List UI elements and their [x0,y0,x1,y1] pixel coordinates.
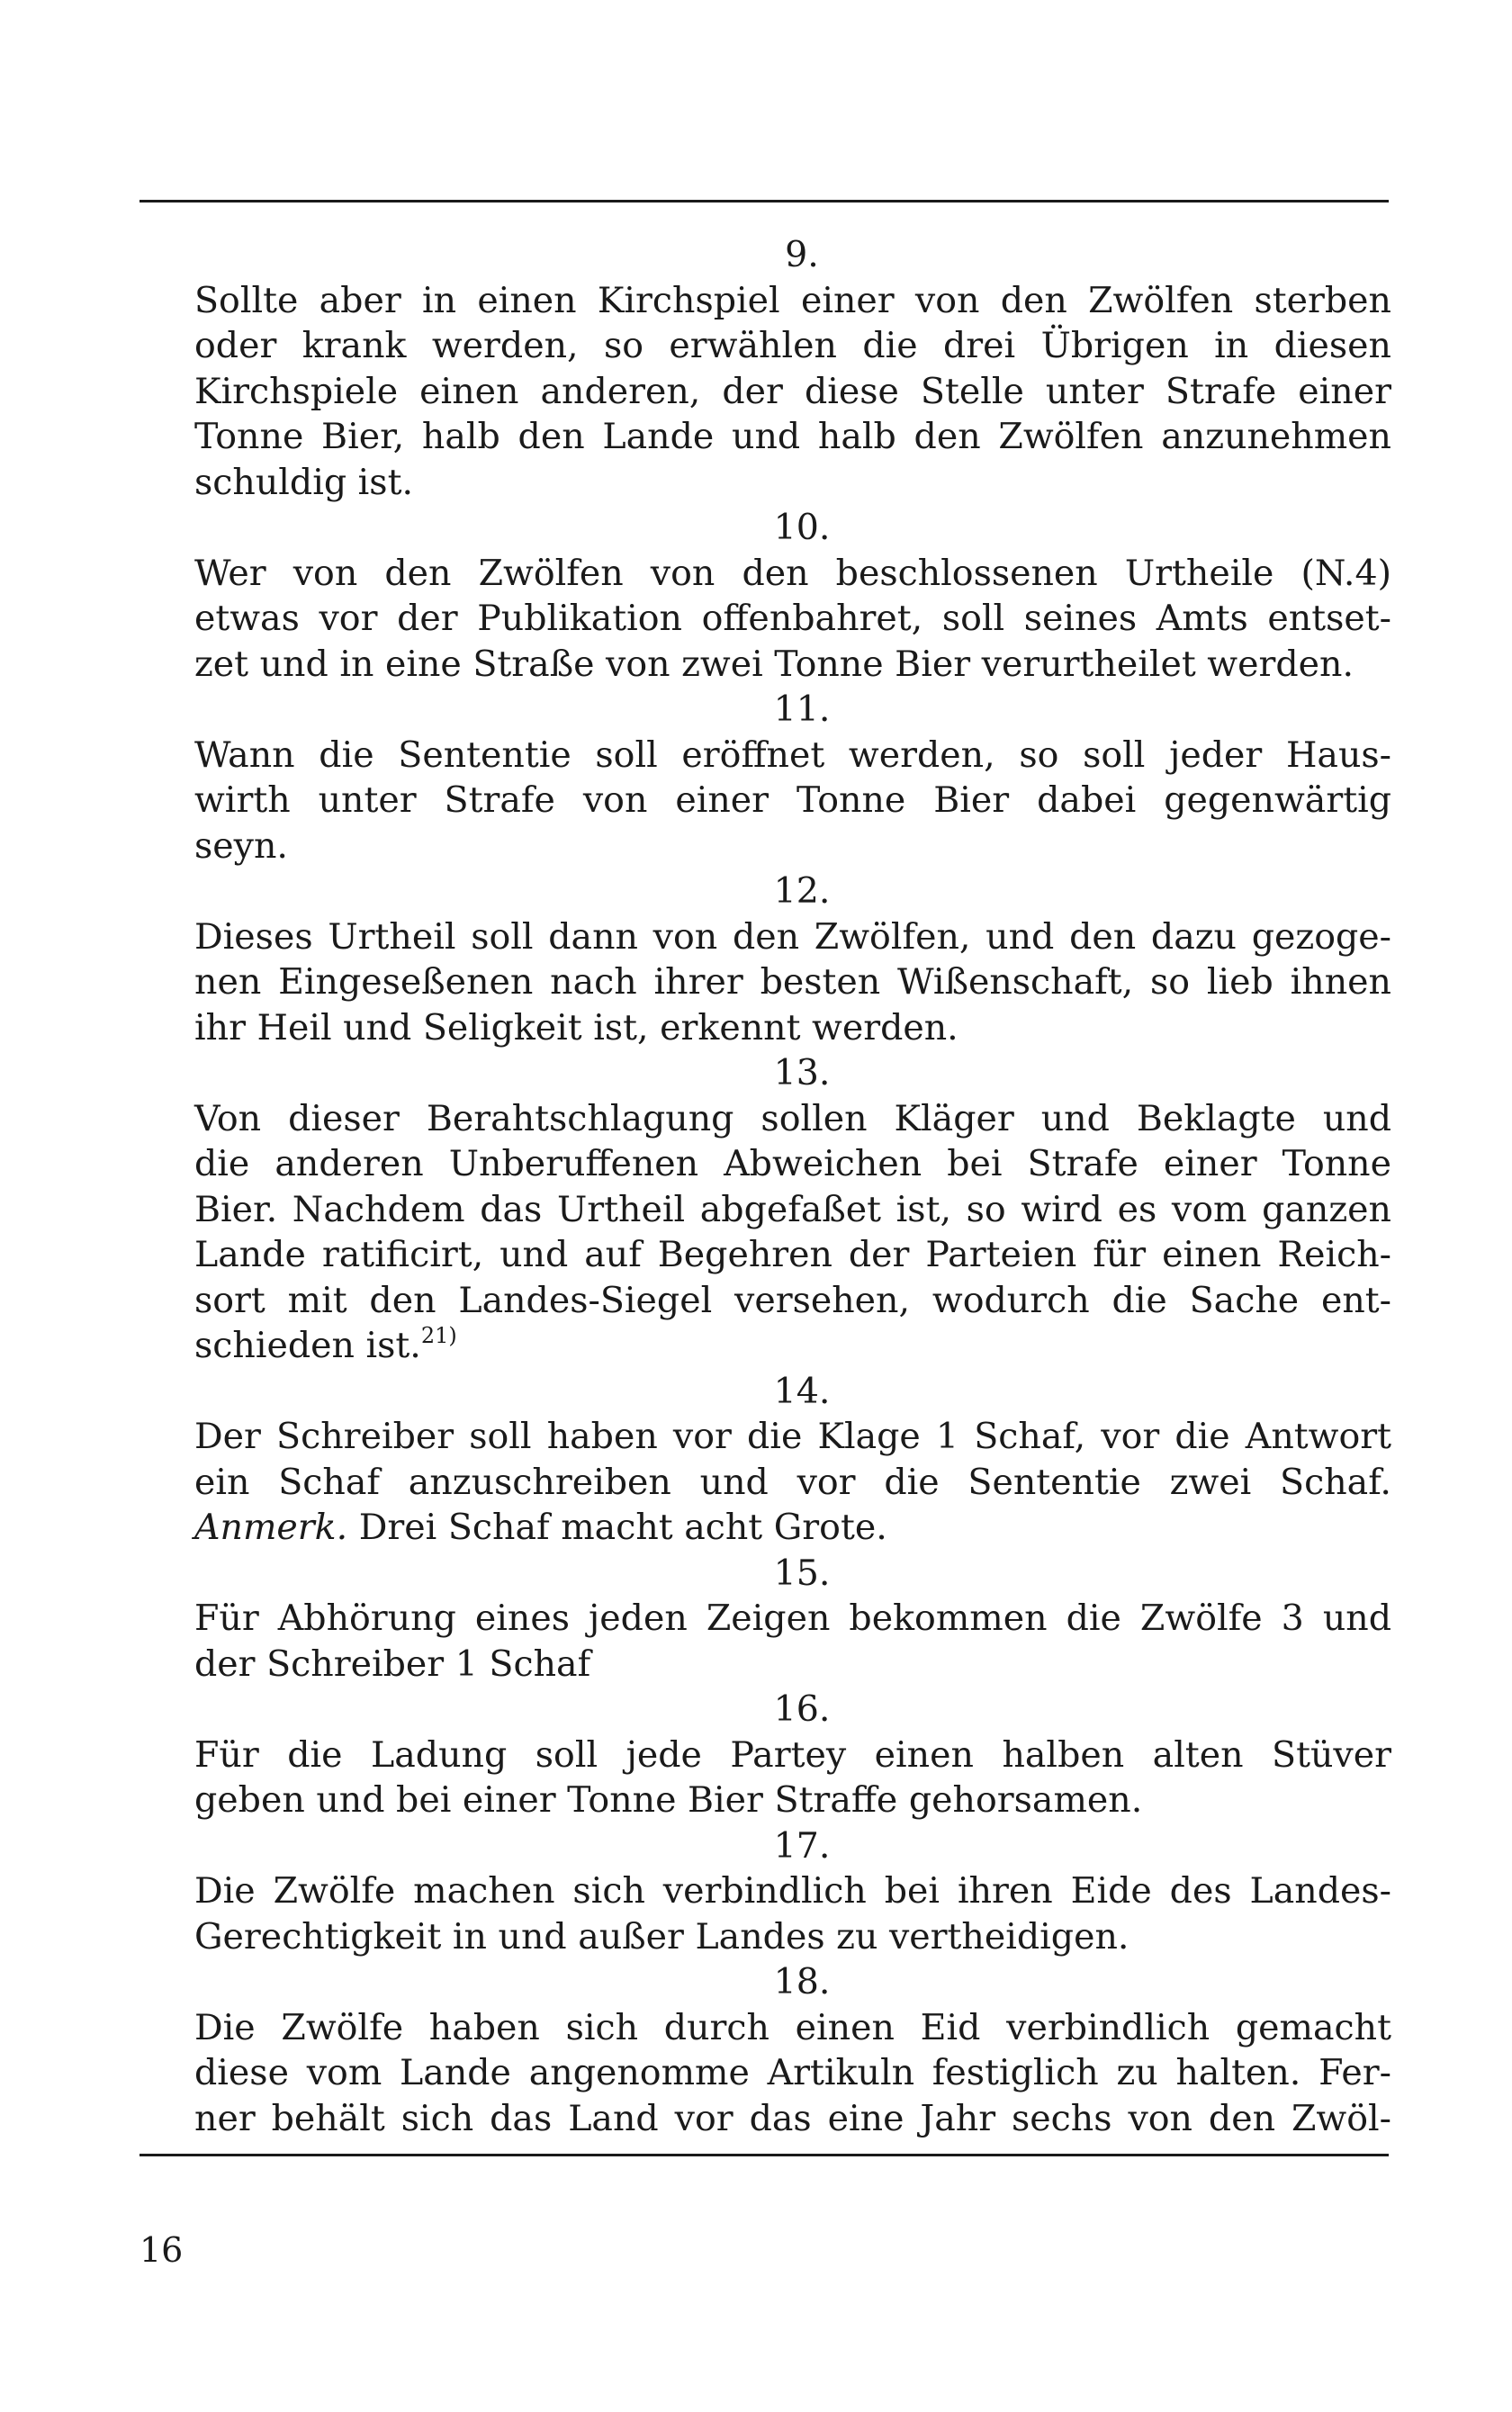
line-text: der Schreiber 1 Schaf [194,1642,591,1685]
text-line [194,914,1391,960]
annotation-text: Drei Schaf macht acht Grote. [347,1507,887,1548]
line-text: Von dieser Berahtschlagung sollen Kläger und Beklagte und [194,1097,1391,1139]
bottom-rule [140,2154,1389,2156]
section-number: 11. [773,688,831,730]
line-text: geben und bei einer Tonne Bier Straffe gehorsamen. [194,1779,1143,1821]
line-text: Bier. Nachdem das Urtheil abgefaßet ist, so wird es vom ganzen [194,1188,1391,1230]
text-line [194,1596,1391,1642]
text-line [194,1187,1391,1233]
text-line [194,642,1391,688]
text-line [194,1914,1391,1960]
text-line [194,1414,1391,1460]
text-line [194,778,1391,824]
text-line [194,2050,1391,2096]
text-line [194,1460,1391,1506]
text-line [194,1323,1391,1369]
line-text: diese vom Lande angenomme Artikuln festiglich zu halten. Fer- [194,2052,1391,2093]
footnote-reference: 21) [420,1323,457,1348]
section-number: 10. [773,507,831,548]
section-paragraph [194,278,1391,506]
section-paragraph [194,1414,1391,1551]
text-line [194,1141,1391,1187]
line-text: Sollte aber in einen Kirchspiel einer von den Zwölfen sterben [194,279,1391,321]
line-text: Gerechtigkeit in und außer Landes zu vertheidigen. [194,1915,1130,1958]
page-number: 16 [140,2230,184,2270]
line-text: etwas vor der Publikation offenbahret, soll seines Amts entset- [194,598,1391,639]
line-text: Wann die Sententie soll eröffnet werden, so soll jeder Haus- [194,734,1391,776]
line-text: ein Schaf anzuschreiben und vor die Sententie zwei Schaf. [194,1461,1391,1503]
line-text: ihr Heil und Seligkeit ist, erkennt werden. [194,1006,958,1048]
section-number: 16. [773,1688,831,1730]
text-line [194,1232,1391,1278]
section-number: 17. [773,1824,831,1867]
text-line [194,1005,1391,1051]
line-text: Dieses Urtheil soll dann von den Zwölfen, und den dazu gezoge- [194,915,1391,958]
text-line [194,1642,1391,1688]
line-text: wirth unter Strafe von einer Tonne Bier dabei gegenwärtig [194,779,1391,821]
section-number: 18. [773,1961,831,2002]
text-line [194,460,1391,506]
text-line [194,596,1391,642]
text-line [194,323,1391,369]
line-text: ner behält sich das Land vor das eine Jahr sechs von den Zwöl- [194,2097,1391,2139]
line-text: schieden ist. [194,1325,421,1366]
section-paragraph [194,1868,1391,1959]
section-number: 12. [773,870,831,912]
text-line [194,1868,1391,1914]
top-rule [140,200,1389,202]
line-text: Die Zwölfe machen sich verbindlich bei ihren Eide des Landes- [194,1870,1391,1912]
line-text: sort mit den Landes-Siegel versehen, wodurch die Sache ent- [194,1279,1391,1321]
text-line [194,733,1391,778]
section-paragraph [194,1596,1391,1687]
section-paragraph [194,1732,1391,1823]
section-number: 14. [773,1370,831,1412]
line-text: Für die Ladung soll jede Partey einen halben alten Stüver [194,1733,1391,1776]
text-line [194,959,1391,1005]
text-line [194,1778,1391,1823]
text-line [194,369,1391,415]
section-paragraph [194,551,1391,688]
section-paragraph [194,2005,1391,2142]
line-text: seyn. [194,824,288,867]
section-number: 9. [785,234,819,275]
line-text: schuldig ist. [194,461,413,503]
line-text: Lande ratificirt, und auf Begehren der Parteien für einen Reich- [194,1234,1391,1275]
section-number: 15. [773,1552,831,1594]
annotation-label: Anmerk. [194,1507,348,1548]
section-number: 13. [773,1052,831,1094]
text-line [194,1096,1391,1142]
line-text: Kirchspiele einen anderen, der diese Stelle unter Strafe einer [194,370,1391,412]
text-line [194,278,1391,324]
text-line [194,2096,1391,2142]
line-text: Die Zwölfe haben sich durch einen Eid verbindlich gemacht [194,2006,1391,2048]
text-line [194,551,1391,597]
line-text: nen Eingeseßenen nach ihrer besten Wißenschaft, so lieb ihnen [194,961,1391,1003]
text-line [194,824,1391,869]
section-paragraph [194,914,1391,1051]
text-line [194,414,1391,460]
annotation-line [194,1505,1391,1551]
line-text: Wer von den Zwölfen von den beschlossenen Urtheile (N.4) [194,552,1391,594]
document-body [194,232,1391,2141]
text-line [194,2005,1391,2051]
section-paragraph [194,1096,1391,1369]
text-line [194,1278,1391,1324]
line-text: zet und in eine Straße von zwei Tonne Bier verurtheilet werden. [194,643,1354,685]
section-paragraph [194,733,1391,869]
line-text: Für Abhörung eines jeden Zeigen bekommen die Zwölfe 3 und [194,1598,1391,1639]
text-line [194,1732,1391,1778]
line-text: oder krank werden, so erwählen die drei Übrigen in diesen [194,325,1391,366]
line-text: Tonne Bier, halb den Lande und halb den Zwölfen anzunehmen [194,416,1391,457]
line-text: Der Schreiber soll haben vor die Klage 1 Schaf, vor die Antwort [194,1416,1391,1457]
line-text: die anderen Unberuffenen Abweichen bei Strafe einer Tonne [194,1143,1391,1184]
